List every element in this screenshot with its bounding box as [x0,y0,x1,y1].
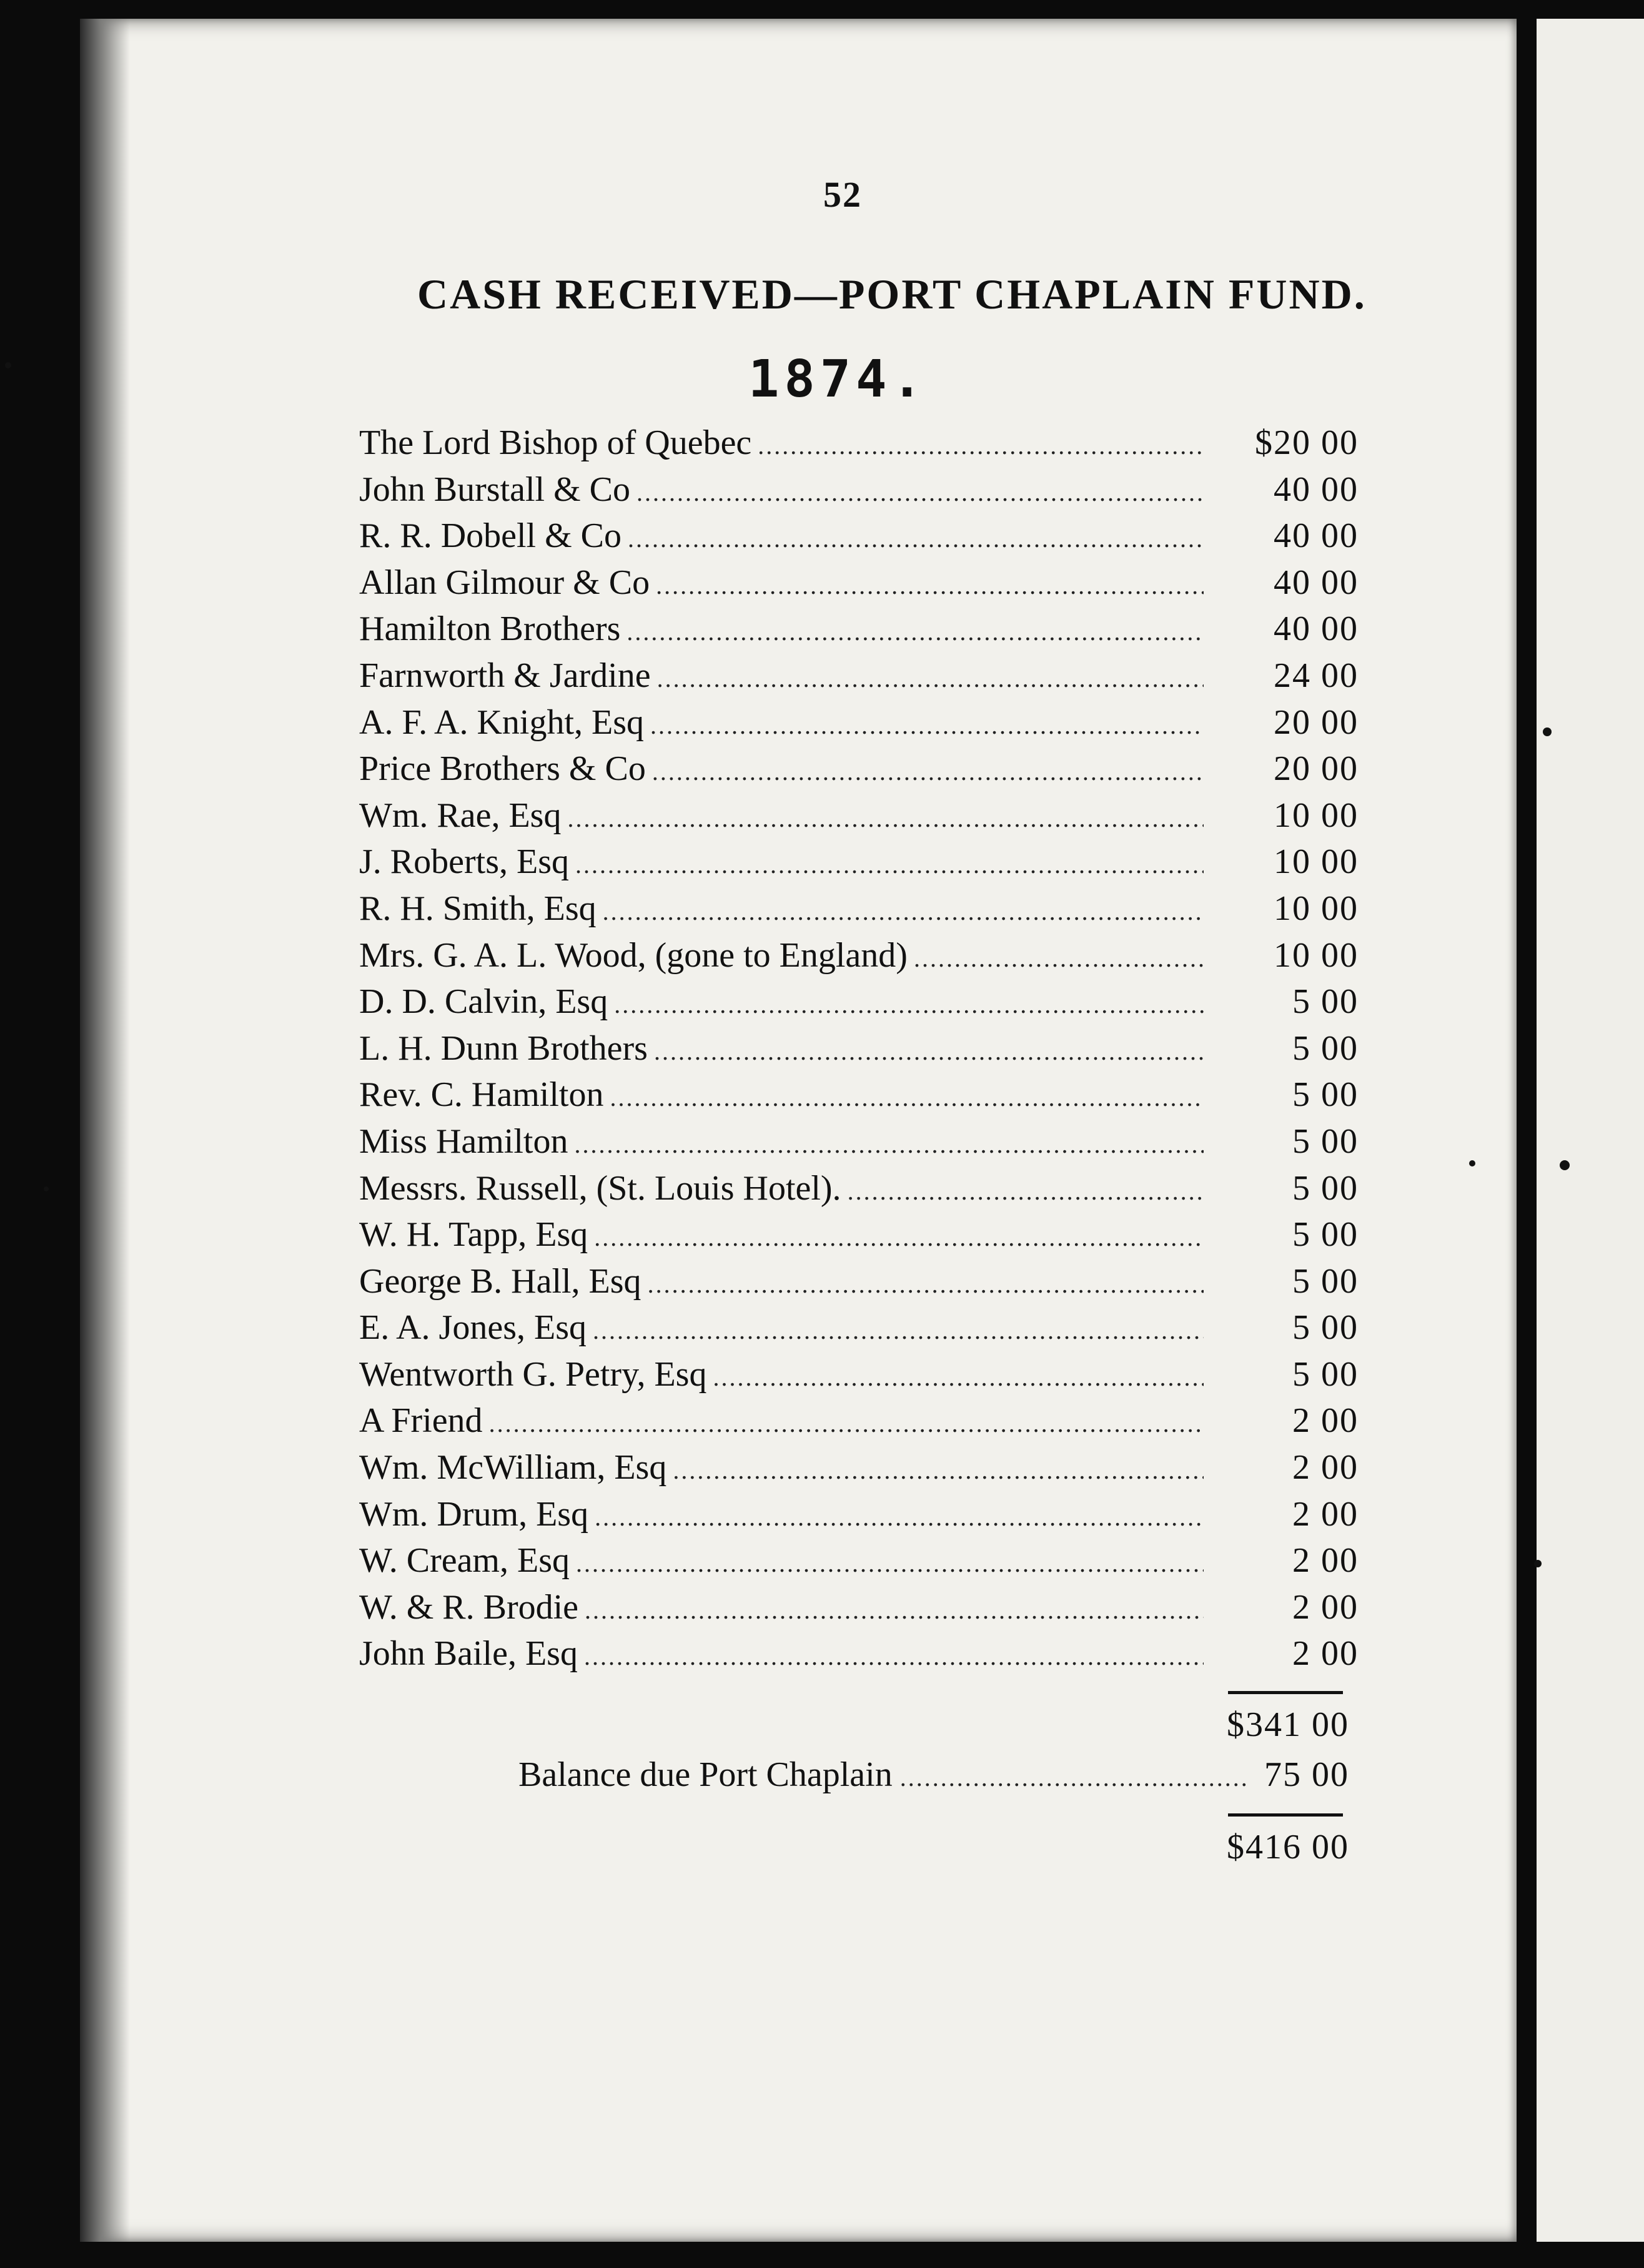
donation-amount: 10 00 [1274,842,1359,882]
year-heading: 1874. [748,350,928,409]
donation-amount: 10 00 [1274,796,1359,835]
donor-name: L. H. Dunn Brothers [359,1028,648,1068]
donation-amount: 2 00 [1292,1494,1359,1534]
balance-row [518,1755,1349,1795]
dot-leader [758,423,1204,469]
dot-leader [593,1308,1204,1354]
dot-leader [650,703,1204,749]
list-item [359,1491,1359,1538]
donor-name: J. Roberts, Esq [359,842,569,882]
scan-speck [1560,1160,1570,1170]
dot-leader [574,1122,1204,1168]
dot-leader [652,749,1204,795]
list-item [359,1165,1359,1212]
scan-speck [1543,727,1552,736]
page-title: CASH RECEIVED—PORT CHAPLAIN FUND. [417,270,1367,318]
dot-leader [584,1634,1204,1680]
donor-name: Messrs. Russell, (St. Louis Hotel). [359,1168,841,1208]
list-item [359,839,1359,885]
list-item [359,1351,1359,1398]
dot-leader [848,1168,1204,1215]
donor-name: Hamilton Brothers [359,609,621,649]
dot-leader [656,563,1204,609]
donation-amount: 5 00 [1292,1168,1359,1208]
donation-amount: 5 00 [1292,1215,1359,1255]
list-item [359,1630,1359,1677]
list-item [359,1211,1359,1258]
donation-amount: 2 00 [1292,1401,1359,1441]
dot-leader [576,1541,1204,1587]
balance-amount: 75 00 [1264,1755,1349,1794]
donor-name: Farnworth & Jardine [359,656,651,695]
donation-amount: 5 00 [1292,982,1359,1022]
list-item [359,1584,1359,1631]
donation-amount: 20 00 [1274,749,1359,789]
list-item [359,1444,1359,1491]
donation-amount: 5 00 [1292,1028,1359,1068]
dot-leader [657,656,1204,702]
donation-amount: 5 00 [1292,1261,1359,1301]
dot-leader [628,516,1204,562]
donor-name: R. H. Smith, Esq [359,889,597,928]
list-item [359,1118,1359,1165]
donor-name: George B. Hall, Esq [359,1261,641,1301]
total-rule [1228,1813,1343,1817]
list-item [359,513,1359,560]
list-item [359,699,1359,746]
donor-name: A Friend [359,1401,483,1441]
donation-amount: 24 00 [1274,656,1359,695]
donor-name: Allan Gilmour & Co [359,563,650,602]
donation-amount: 20 00 [1274,703,1359,742]
donor-name: W. & R. Brodie [359,1587,579,1627]
donor-name: Mrs. G. A. L. Wood, (gone to England) [359,935,908,975]
list-item [359,1072,1359,1118]
donor-name: Wm. Drum, Esq [359,1494,589,1534]
donation-amount: 5 00 [1292,1354,1359,1394]
dot-leader [610,1075,1204,1121]
list-item [359,420,1359,466]
list-item [359,1537,1359,1584]
donor-name: Price Brothers & Co [359,749,646,789]
scan-speck [1534,1560,1542,1567]
donation-amount: 40 00 [1274,609,1359,649]
list-item [359,653,1359,699]
dot-leader [914,935,1204,982]
donation-amount: 2 00 [1292,1587,1359,1627]
list-item [359,932,1359,979]
donor-name: Wentworth G. Petry, Esq [359,1354,707,1394]
adjacent-page-edge [1537,19,1644,2242]
list-item [359,979,1359,1025]
list-item [359,560,1359,606]
dot-leader [673,1447,1204,1494]
donor-name: W. H. Tapp, Esq [359,1215,588,1255]
list-item [359,466,1359,513]
dot-leader [489,1401,1204,1447]
dot-leader [900,1763,1248,1792]
dot-leader [713,1354,1204,1401]
page-number: 52 [823,174,862,215]
donation-amount: 5 00 [1292,1308,1359,1348]
scan-speck [1469,1160,1475,1166]
dot-leader [594,1215,1204,1261]
dot-leader [595,1494,1204,1541]
donor-name: Wm. Rae, Esq [359,796,562,835]
dot-leader [575,842,1204,888]
scan-speck [5,362,11,368]
donor-name: Rev. C. Hamilton [359,1075,604,1115]
donation-amount: 40 00 [1274,563,1359,602]
list-item [359,1398,1359,1444]
donation-amount: 10 00 [1274,889,1359,928]
donation-amount: $20 00 [1255,423,1359,462]
dot-leader [585,1587,1204,1634]
dot-leader [654,1028,1204,1075]
donor-name: E. A. Jones, Esq [359,1308,587,1348]
dot-leader [626,609,1204,655]
dot-leader [567,796,1204,842]
list-item [359,746,1359,792]
donation-amount: 10 00 [1274,935,1359,975]
balance-label: Balance due Port Chaplain [518,1755,893,1794]
donor-name: R. R. Dobell & Co [359,516,622,556]
list-item [359,792,1359,839]
dot-leader [636,470,1204,516]
donation-amount: 2 00 [1292,1634,1359,1674]
donor-name: John Baile, Esq [359,1634,578,1674]
dot-leader [648,1261,1204,1308]
donor-name: Miss Hamilton [359,1122,568,1161]
dot-leader [614,982,1204,1028]
list-item [359,885,1359,932]
scan-speck [44,1186,49,1191]
subtotal-rule [1228,1691,1343,1694]
donation-amount: 2 00 [1292,1448,1359,1487]
donor-name: Wm. McWilliam, Esq [359,1448,667,1487]
binding-shadow [80,19,130,2242]
dot-leader [603,889,1204,935]
donation-amount: 2 00 [1292,1541,1359,1580]
donor-name: John Burstall & Co [359,470,631,509]
donation-amount: 40 00 [1274,470,1359,509]
list-item [359,606,1359,653]
donor-name: D. D. Calvin, Esq [359,982,608,1022]
donor-name: W. Cream, Esq [359,1541,570,1580]
contributions-list [359,420,1359,1677]
grand-total-amount: $416 00 [1227,1828,1349,1866]
donor-name: The Lord Bishop of Quebec [359,423,752,462]
donor-name: A. F. A. Knight, Esq [359,703,645,742]
list-item [359,1025,1359,1072]
donation-amount: 5 00 [1292,1075,1359,1115]
list-item [359,1304,1359,1351]
list-item [359,1258,1359,1305]
donation-amount: 40 00 [1274,516,1359,556]
donation-amount: 5 00 [1292,1122,1359,1161]
subtotal-amount: $341 00 [1227,1705,1349,1744]
